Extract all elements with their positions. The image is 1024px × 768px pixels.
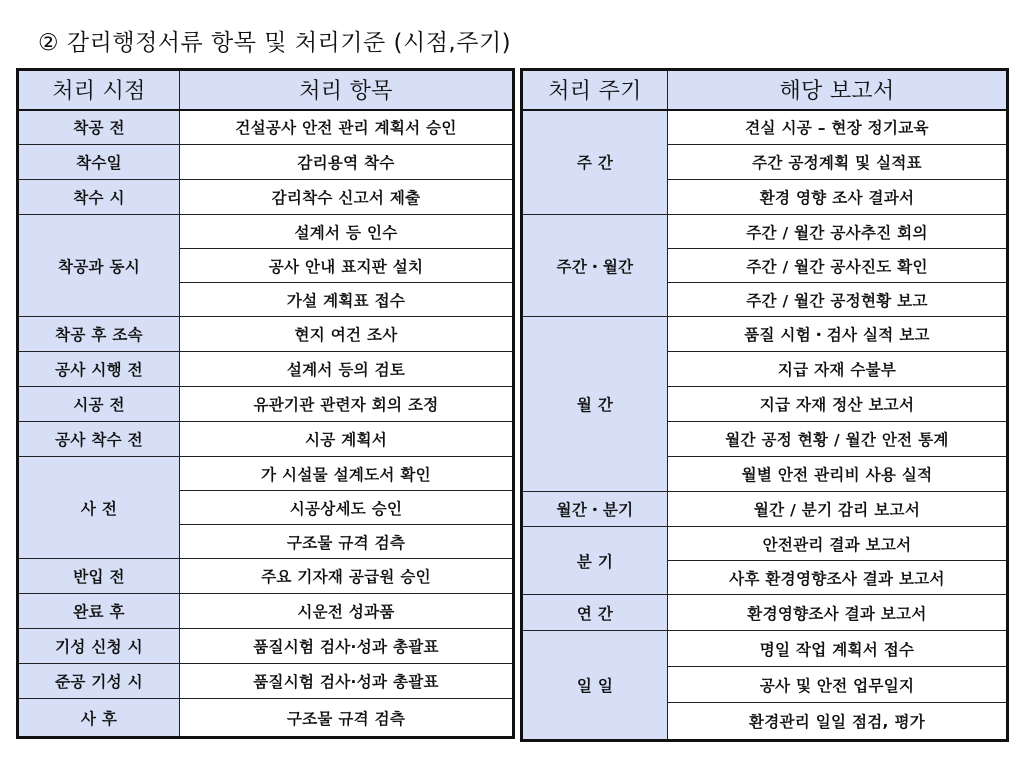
left-group-label: 공사 착수 전 xyxy=(18,422,180,457)
table-row xyxy=(522,527,1008,561)
left-item-cell: 구조물 규격 검측 xyxy=(180,699,514,738)
left-group-label: 완료 후 xyxy=(18,594,180,629)
table-row xyxy=(522,492,1008,527)
left-item-cell: 건설공사 안전 관리 계획서 승인 xyxy=(180,110,514,145)
left-group-label: 착공 전 xyxy=(18,110,180,145)
left-item-cell: 가설 계획표 접수 xyxy=(180,283,514,317)
left-item-cell: 품질시험 검사·성과 총괄표 xyxy=(180,629,514,664)
table-row xyxy=(18,352,514,387)
left-item-cell: 가 시설물 설계도서 확인 xyxy=(180,457,514,491)
left-item-cell: 구조물 규격 검측 xyxy=(180,525,514,559)
left-group-label: 사 후 xyxy=(18,699,180,738)
table-row xyxy=(18,699,514,738)
left-header-label: 처리 시점 xyxy=(18,70,180,110)
processing-cycle-table xyxy=(520,68,1009,742)
left-item-cell: 설계서 등의 검토 xyxy=(180,352,514,387)
left-item-cell: 품질시험 검사·성과 총괄표 xyxy=(180,664,514,699)
right-item-cell: 환경관리 일일 점검, 평가 xyxy=(668,703,1008,741)
right-group-label: 월 간 xyxy=(522,317,668,492)
right-item-cell: 공사 및 안전 업무일지 xyxy=(668,667,1008,703)
right-group-label: 주간・월간 xyxy=(522,215,668,317)
right-item-cell: 지급 자재 정산 보고서 xyxy=(668,387,1008,422)
table-row xyxy=(18,457,514,491)
right-group-label: 월간・분기 xyxy=(522,492,668,527)
left-group-label: 착공과 동시 xyxy=(18,215,180,317)
table-row xyxy=(522,215,1008,249)
table-row xyxy=(18,664,514,699)
left-group-label: 사 전 xyxy=(18,457,180,559)
right-item-cell: 월간 / 분기 감리 보고서 xyxy=(668,492,1008,527)
right-item-cell: 주간 / 월간 공사진도 확인 xyxy=(668,249,1008,283)
left-item-cell: 현지 여건 조사 xyxy=(180,317,514,352)
left-group-label: 착공 후 조속 xyxy=(18,317,180,352)
right-item-cell: 견실 시공 – 현장 정기교육 xyxy=(668,110,1008,145)
right-item-cell: 품질 시험・검사 실적 보고 xyxy=(668,317,1008,352)
table-row xyxy=(18,422,514,457)
table-row xyxy=(18,145,514,180)
table-row xyxy=(18,317,514,352)
table-row xyxy=(18,110,514,145)
table-row xyxy=(18,180,514,215)
right-item-cell: 안전관리 결과 보고서 xyxy=(668,527,1008,561)
table-row xyxy=(18,594,514,629)
left-item-cell: 시운전 성과품 xyxy=(180,594,514,629)
right-item-cell: 주간 / 월간 공정현황 보고 xyxy=(668,283,1008,317)
right-item-cell: 월간 공정 현황 / 월간 안전 통계 xyxy=(668,422,1008,457)
table-row xyxy=(522,595,1008,631)
table-row xyxy=(18,629,514,664)
right-item-cell: 주간 공정계획 및 실적표 xyxy=(668,145,1008,180)
left-item-cell: 감리착수 신고서 제출 xyxy=(180,180,514,215)
table-row xyxy=(522,317,1008,352)
right-header-items: 해당 보고서 xyxy=(668,70,1008,110)
left-item-cell: 공사 안내 표지판 설치 xyxy=(180,249,514,283)
left-group-label: 기성 신청 시 xyxy=(18,629,180,664)
right-group-label: 분 기 xyxy=(522,527,668,595)
right-group-label: 일 일 xyxy=(522,631,668,741)
left-header-items: 처리 항목 xyxy=(180,70,514,110)
left-group-label: 반입 전 xyxy=(18,559,180,594)
processing-timing-table xyxy=(16,68,515,739)
left-group-label: 준공 기성 시 xyxy=(18,664,180,699)
right-item-cell: 사후 환경영향조사 결과 보고서 xyxy=(668,561,1008,595)
table-row xyxy=(18,215,514,249)
table-row xyxy=(522,631,1008,667)
right-item-cell: 월별 안전 관리비 사용 실적 xyxy=(668,457,1008,492)
right-item-cell: 환경영향조사 결과 보고서 xyxy=(668,595,1008,631)
table-row xyxy=(18,559,514,594)
left-group-label: 착수일 xyxy=(18,145,180,180)
right-item-cell: 주간 / 월간 공사추진 회의 xyxy=(668,215,1008,249)
left-group-label: 공사 시행 전 xyxy=(18,352,180,387)
left-group-label: 시공 전 xyxy=(18,387,180,422)
left-item-cell: 유관기관 관련자 회의 조정 xyxy=(180,387,514,422)
right-item-cell: 지급 자재 수불부 xyxy=(668,352,1008,387)
table-row xyxy=(522,110,1008,145)
right-header-label: 처리 주기 xyxy=(522,70,668,110)
right-item-cell: 환경 영향 조사 결과서 xyxy=(668,180,1008,215)
left-item-cell: 설계서 등 인수 xyxy=(180,215,514,249)
right-group-label: 연 간 xyxy=(522,595,668,631)
table-row xyxy=(18,387,514,422)
left-item-cell: 시공상세도 승인 xyxy=(180,491,514,525)
left-item-cell: 시공 계획서 xyxy=(180,422,514,457)
right-group-label: 주 간 xyxy=(522,110,668,215)
right-item-cell: 명일 작업 계획서 접수 xyxy=(668,631,1008,667)
left-item-cell: 감리용역 착수 xyxy=(180,145,514,180)
left-item-cell: 주요 기자재 공급원 승인 xyxy=(180,559,514,594)
page-title: ② 감리행정서류 항목 및 처리기준 (시점,주기) xyxy=(38,30,512,56)
left-group-label: 착수 시 xyxy=(18,180,180,215)
